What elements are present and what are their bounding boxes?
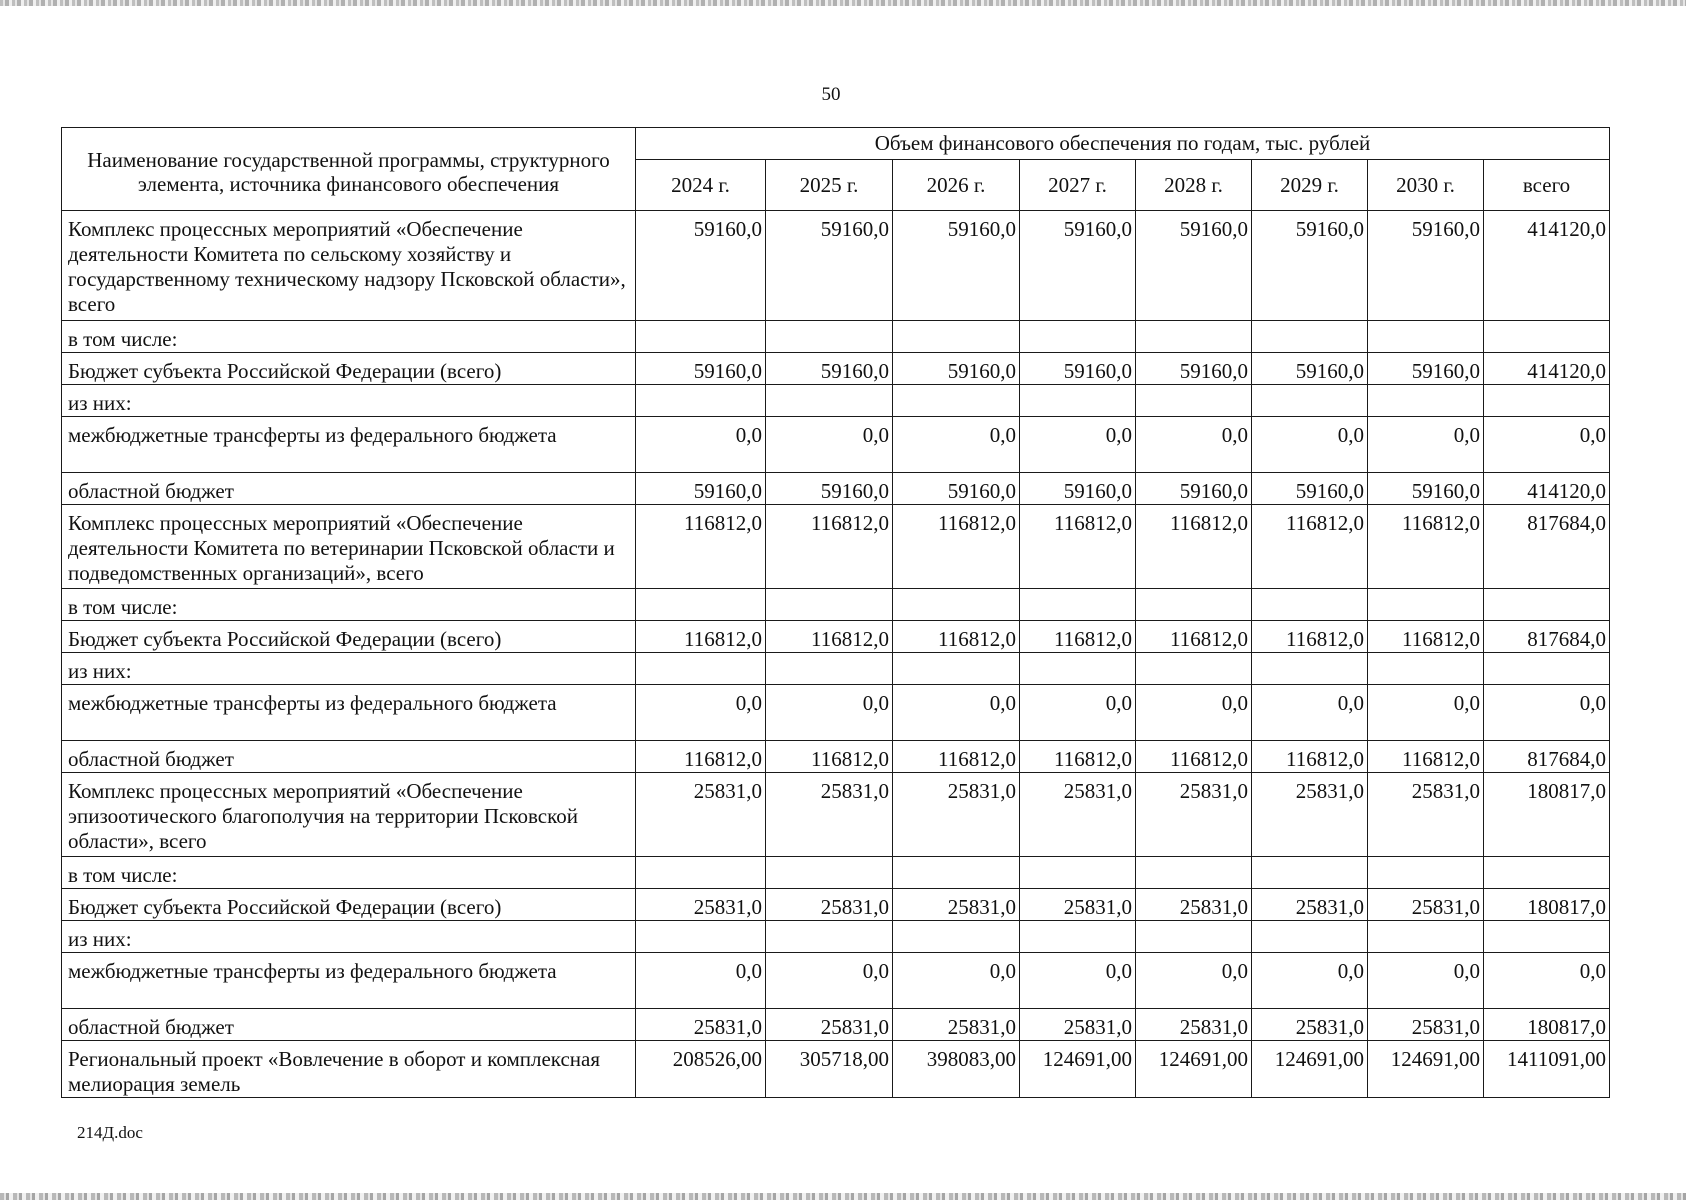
row-value-cell: 116812,0 <box>636 741 766 773</box>
row-value-cell: 59160,0 <box>1368 353 1484 385</box>
row-value-cell: 25831,0 <box>636 1009 766 1041</box>
name-column-header: Наименование государственной программы, структурного элемента, источника финансового обеспечения <box>62 128 636 211</box>
total-header: всего <box>1484 160 1610 211</box>
row-value-cell <box>636 921 766 953</box>
row-value-cell <box>893 653 1020 685</box>
row-total-cell: 414120,0 <box>1484 211 1610 321</box>
table-row <box>62 1009 1610 1041</box>
row-value-cell: 59160,0 <box>766 473 893 505</box>
row-value-cell <box>1136 589 1252 621</box>
row-value-cell: 25831,0 <box>1252 1009 1368 1041</box>
row-value-cell: 59160,0 <box>1252 353 1368 385</box>
row-value-cell: 59160,0 <box>636 211 766 321</box>
row-value-cell: 25831,0 <box>893 773 1020 857</box>
row-value-cell <box>1020 921 1136 953</box>
row-label: Бюджет субъекта Российской Федерации (всего) <box>62 889 636 921</box>
year-header: 2027 г. <box>1020 160 1136 211</box>
row-value-cell: 25831,0 <box>1136 889 1252 921</box>
row-value-cell: 25831,0 <box>636 889 766 921</box>
row-value-cell: 0,0 <box>893 685 1020 741</box>
row-value-cell: 0,0 <box>766 685 893 741</box>
row-label: Комплекс процессных мероприятий «Обеспечение деятельности Комитета по ветеринарии Псковской области и подведомственных организаций», всего <box>62 505 636 589</box>
row-value-cell: 305718,00 <box>766 1041 893 1098</box>
row-value-cell: 25831,0 <box>1020 773 1136 857</box>
table-row <box>62 653 1610 685</box>
row-value-cell <box>1136 321 1252 353</box>
row-label: из них: <box>62 385 636 417</box>
table-row <box>62 417 1610 473</box>
table-row <box>62 953 1610 1009</box>
row-value-cell <box>766 385 893 417</box>
table-row <box>62 773 1610 857</box>
row-label: областной бюджет <box>62 1009 636 1041</box>
row-value-cell <box>1252 857 1368 889</box>
row-value-cell: 0,0 <box>766 417 893 473</box>
row-value-cell: 59160,0 <box>1368 473 1484 505</box>
row-value-cell: 59160,0 <box>1020 353 1136 385</box>
table-row <box>62 211 1610 321</box>
row-value-cell: 0,0 <box>1020 953 1136 1009</box>
row-value-cell <box>1136 921 1252 953</box>
row-value-cell: 116812,0 <box>893 621 1020 653</box>
row-value-cell: 0,0 <box>893 417 1020 473</box>
row-total-cell: 180817,0 <box>1484 773 1610 857</box>
row-total-cell <box>1484 321 1610 353</box>
row-value-cell: 124691,00 <box>1252 1041 1368 1098</box>
row-value-cell: 0,0 <box>1136 953 1252 1009</box>
row-value-cell: 59160,0 <box>766 353 893 385</box>
row-value-cell <box>636 653 766 685</box>
row-value-cell <box>1368 921 1484 953</box>
row-label: Бюджет субъекта Российской Федерации (всего) <box>62 621 636 653</box>
row-value-cell <box>893 921 1020 953</box>
row-value-cell: 59160,0 <box>1136 353 1252 385</box>
row-label: из них: <box>62 653 636 685</box>
row-total-cell: 1411091,00 <box>1484 1041 1610 1098</box>
row-value-cell: 398083,00 <box>893 1041 1020 1098</box>
row-total-cell <box>1484 653 1610 685</box>
year-header: 2030 г. <box>1368 160 1484 211</box>
row-value-cell <box>1252 321 1368 353</box>
table-row <box>62 589 1610 621</box>
row-value-cell: 124691,00 <box>1020 1041 1136 1098</box>
row-value-cell: 25831,0 <box>1136 773 1252 857</box>
row-value-cell: 25831,0 <box>1252 889 1368 921</box>
row-value-cell: 0,0 <box>1136 417 1252 473</box>
row-value-cell: 25831,0 <box>766 889 893 921</box>
row-value-cell: 59160,0 <box>1252 473 1368 505</box>
row-total-cell: 414120,0 <box>1484 473 1610 505</box>
scan-edge-top <box>0 0 1686 6</box>
row-label: из них: <box>62 921 636 953</box>
row-value-cell: 59160,0 <box>1020 211 1136 321</box>
row-value-cell <box>766 589 893 621</box>
row-total-cell: 817684,0 <box>1484 505 1610 589</box>
row-value-cell <box>893 857 1020 889</box>
row-value-cell: 0,0 <box>1368 417 1484 473</box>
row-value-cell: 59160,0 <box>1136 473 1252 505</box>
row-value-cell: 116812,0 <box>1252 741 1368 773</box>
row-value-cell: 0,0 <box>636 953 766 1009</box>
row-label: межбюджетные трансферты из федерального бюджета <box>62 953 636 1009</box>
table-row <box>62 353 1610 385</box>
row-value-cell: 116812,0 <box>636 505 766 589</box>
row-value-cell: 0,0 <box>1252 417 1368 473</box>
row-value-cell: 25831,0 <box>1368 1009 1484 1041</box>
row-total-cell <box>1484 385 1610 417</box>
row-total-cell: 0,0 <box>1484 953 1610 1009</box>
row-value-cell: 0,0 <box>1368 953 1484 1009</box>
row-value-cell: 116812,0 <box>1368 505 1484 589</box>
row-value-cell: 116812,0 <box>1252 505 1368 589</box>
table-row <box>62 473 1610 505</box>
row-label: Комплекс процессных мероприятий «Обеспечение деятельности Комитета по сельскому хозяйству и государственному техническому надзору Псковской области», всего <box>62 211 636 321</box>
row-value-cell: 59160,0 <box>636 473 766 505</box>
table-row <box>62 685 1610 741</box>
row-value-cell: 59160,0 <box>1136 211 1252 321</box>
row-value-cell <box>766 857 893 889</box>
table-body <box>62 211 1610 1098</box>
row-value-cell <box>766 921 893 953</box>
row-label: в том числе: <box>62 857 636 889</box>
row-value-cell: 116812,0 <box>1136 621 1252 653</box>
table-row <box>62 889 1610 921</box>
row-value-cell <box>1368 589 1484 621</box>
row-value-cell <box>1252 589 1368 621</box>
row-value-cell: 116812,0 <box>893 505 1020 589</box>
row-value-cell: 59160,0 <box>893 211 1020 321</box>
volume-header: Объем финансового обеспечения по годам, тыс. рублей <box>636 128 1610 160</box>
row-value-cell: 116812,0 <box>766 741 893 773</box>
row-value-cell <box>1020 857 1136 889</box>
row-value-cell <box>1136 653 1252 685</box>
row-value-cell <box>1020 653 1136 685</box>
table-row <box>62 1041 1610 1098</box>
row-value-cell: 116812,0 <box>1020 621 1136 653</box>
row-value-cell: 25831,0 <box>766 1009 893 1041</box>
row-value-cell: 25831,0 <box>636 773 766 857</box>
row-value-cell <box>1136 385 1252 417</box>
row-value-cell: 116812,0 <box>1136 505 1252 589</box>
row-label: Бюджет субъекта Российской Федерации (всего) <box>62 353 636 385</box>
row-value-cell <box>1368 321 1484 353</box>
row-value-cell: 25831,0 <box>893 1009 1020 1041</box>
row-value-cell <box>1136 857 1252 889</box>
row-value-cell: 0,0 <box>1136 685 1252 741</box>
row-value-cell: 116812,0 <box>1136 741 1252 773</box>
row-value-cell: 59160,0 <box>893 353 1020 385</box>
row-value-cell: 59160,0 <box>766 211 893 321</box>
row-value-cell <box>766 653 893 685</box>
table-row <box>62 741 1610 773</box>
row-value-cell: 124691,00 <box>1136 1041 1252 1098</box>
document-reference: 214Д.doc <box>77 1123 143 1142</box>
row-value-cell <box>893 589 1020 621</box>
year-header: 2028 г. <box>1136 160 1252 211</box>
row-value-cell: 116812,0 <box>1368 621 1484 653</box>
row-value-cell: 59160,0 <box>1368 211 1484 321</box>
row-value-cell: 116812,0 <box>766 505 893 589</box>
row-value-cell <box>893 321 1020 353</box>
row-value-cell <box>1368 857 1484 889</box>
row-value-cell: 0,0 <box>1252 953 1368 1009</box>
row-value-cell: 25831,0 <box>1368 773 1484 857</box>
header-row-top <box>62 128 1610 160</box>
row-value-cell <box>893 385 1020 417</box>
year-header: 2025 г. <box>766 160 893 211</box>
row-value-cell <box>1252 653 1368 685</box>
row-label: межбюджетные трансферты из федерального бюджета <box>62 685 636 741</box>
row-value-cell <box>1368 653 1484 685</box>
table-row <box>62 505 1610 589</box>
row-total-cell: 0,0 <box>1484 685 1610 741</box>
row-value-cell <box>1020 589 1136 621</box>
row-value-cell: 59160,0 <box>1252 211 1368 321</box>
row-value-cell: 25831,0 <box>893 889 1020 921</box>
row-label: областной бюджет <box>62 741 636 773</box>
row-label: Региональный проект «Вовлечение в оборот и комплексная мелиорация земель <box>62 1041 636 1098</box>
row-value-cell <box>636 589 766 621</box>
row-value-cell <box>766 321 893 353</box>
row-value-cell: 25831,0 <box>1136 1009 1252 1041</box>
row-value-cell: 25831,0 <box>1020 889 1136 921</box>
row-total-cell <box>1484 589 1610 621</box>
row-value-cell: 25831,0 <box>1252 773 1368 857</box>
row-value-cell: 116812,0 <box>1020 741 1136 773</box>
row-value-cell: 59160,0 <box>636 353 766 385</box>
row-value-cell <box>1252 921 1368 953</box>
table-row <box>62 921 1610 953</box>
row-value-cell: 116812,0 <box>893 741 1020 773</box>
row-value-cell: 0,0 <box>1020 685 1136 741</box>
year-header: 2024 г. <box>636 160 766 211</box>
row-label: областной бюджет <box>62 473 636 505</box>
row-label: в том числе: <box>62 589 636 621</box>
row-total-cell: 180817,0 <box>1484 889 1610 921</box>
row-value-cell: 25831,0 <box>766 773 893 857</box>
year-header: 2026 г. <box>893 160 1020 211</box>
row-label: межбюджетные трансферты из федерального бюджета <box>62 417 636 473</box>
row-value-cell: 0,0 <box>1020 417 1136 473</box>
row-label: в том числе: <box>62 321 636 353</box>
row-value-cell: 0,0 <box>766 953 893 1009</box>
row-value-cell: 0,0 <box>893 953 1020 1009</box>
page-number: 50 <box>821 84 841 105</box>
row-value-cell: 124691,00 <box>1368 1041 1484 1098</box>
table-row <box>62 321 1610 353</box>
row-value-cell <box>1020 321 1136 353</box>
row-value-cell <box>636 321 766 353</box>
scan-edge-bottom <box>0 1193 1686 1200</box>
row-total-cell: 414120,0 <box>1484 353 1610 385</box>
table-row <box>62 857 1610 889</box>
row-value-cell: 0,0 <box>636 417 766 473</box>
table-row <box>62 385 1610 417</box>
table-row <box>62 621 1610 653</box>
row-value-cell <box>1368 385 1484 417</box>
row-value-cell: 59160,0 <box>893 473 1020 505</box>
financing-table <box>61 127 1610 1098</box>
row-value-cell: 116812,0 <box>1020 505 1136 589</box>
row-value-cell <box>636 857 766 889</box>
row-total-cell: 180817,0 <box>1484 1009 1610 1041</box>
row-value-cell: 25831,0 <box>1368 889 1484 921</box>
row-value-cell <box>1252 385 1368 417</box>
row-total-cell: 0,0 <box>1484 417 1610 473</box>
row-value-cell <box>1020 385 1136 417</box>
row-value-cell: 116812,0 <box>1368 741 1484 773</box>
row-value-cell: 116812,0 <box>1252 621 1368 653</box>
row-value-cell: 116812,0 <box>766 621 893 653</box>
row-value-cell: 208526,00 <box>636 1041 766 1098</box>
row-total-cell <box>1484 857 1610 889</box>
row-value-cell <box>636 385 766 417</box>
row-label: Комплекс процессных мероприятий «Обеспечение эпизоотического благополучия на территории Псковской области», всего <box>62 773 636 857</box>
row-value-cell: 0,0 <box>636 685 766 741</box>
row-total-cell <box>1484 921 1610 953</box>
year-header: 2029 г. <box>1252 160 1368 211</box>
row-value-cell: 0,0 <box>1368 685 1484 741</box>
row-value-cell: 0,0 <box>1252 685 1368 741</box>
row-value-cell: 116812,0 <box>636 621 766 653</box>
row-total-cell: 817684,0 <box>1484 621 1610 653</box>
row-total-cell: 817684,0 <box>1484 741 1610 773</box>
row-value-cell: 59160,0 <box>1020 473 1136 505</box>
row-value-cell: 25831,0 <box>1020 1009 1136 1041</box>
